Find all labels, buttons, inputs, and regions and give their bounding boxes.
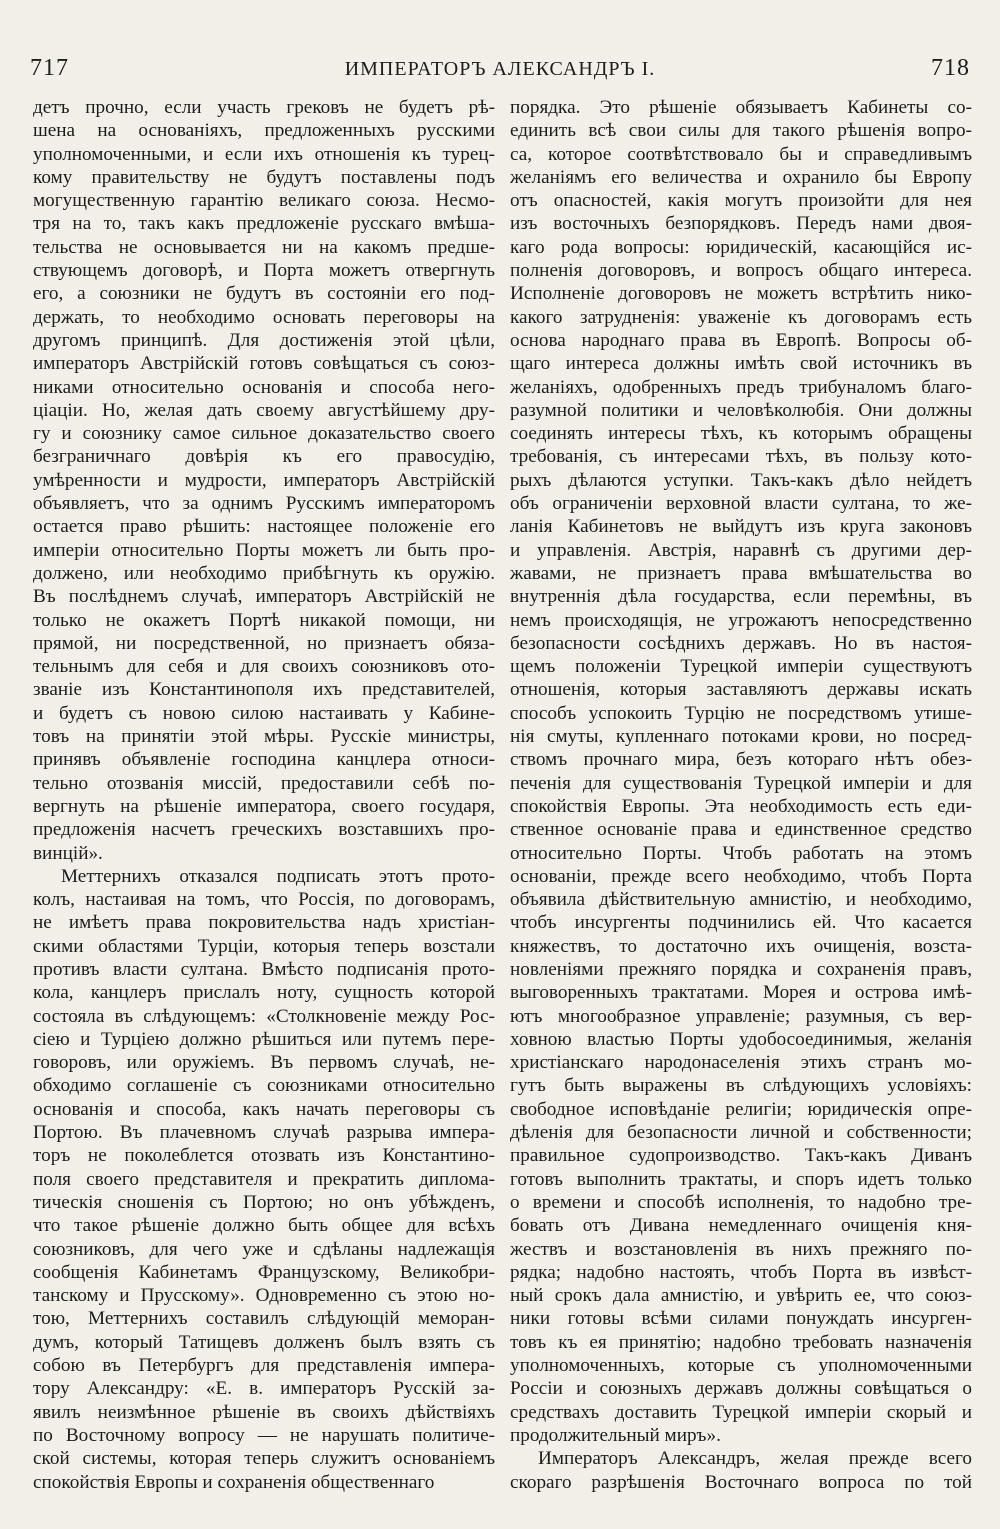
text-line: собою въ Петербургъ для представленія импера- bbox=[33, 1355, 495, 1377]
text-line: его, а союзники не будутъ въ состояніи его под- bbox=[33, 283, 495, 305]
text-line: ланія Кабинетовъ не выйдутъ изъ круга законовъ bbox=[510, 516, 972, 538]
text-line: сообщенія Кабинетамъ Французскому, Великобри- bbox=[33, 1261, 495, 1283]
text-line: Портою. Въ плачевномъ случаѣ разрыва импера- bbox=[33, 1122, 495, 1144]
text-line: уполномоченныхъ, которые съ уполномоченными bbox=[510, 1355, 972, 1377]
text-line: гутъ быть выражены въ слѣдующихъ условіяхъ: bbox=[510, 1075, 972, 1097]
page-number-left: 717 bbox=[30, 55, 69, 81]
text-line: и управленія. Австрія, наравнѣ съ другими дер- bbox=[510, 539, 972, 561]
text-line: по Восточному вопросу — не нарушать политиче- bbox=[33, 1424, 495, 1446]
text-line: щемъ положеніи Турецкой имперіи существуютъ bbox=[510, 656, 972, 678]
text-line: внутреннія дѣла государства, если перемѣны, въ bbox=[510, 586, 972, 608]
text-line: немъ происходящія, не угрожаютъ непосредственно bbox=[510, 609, 972, 631]
text-line: изъ восточныхъ безпорядковъ. Передъ нами двоя- bbox=[510, 213, 972, 235]
text-line: чтобъ инсургенты подчинились ей. Что касается bbox=[510, 912, 972, 934]
text-line: явилъ неизмѣнное рѣшеніе въ своихъ дѣйствіяхъ bbox=[33, 1401, 495, 1423]
text-line: танскому и Прусскому». Одновременно съ этою но- bbox=[33, 1285, 495, 1307]
text-line: каго рода вопросы: юридическій, касающійся ис- bbox=[510, 236, 972, 258]
text-line: вергнуть на рѣшеніе императора, своего государя, bbox=[33, 795, 495, 817]
text-line: могущественную гарантію великаго союза. Несмо- bbox=[33, 190, 495, 212]
text-line: прямой, ни посредственной, но признаетъ обяза- bbox=[33, 632, 495, 654]
text-line: спокойствія Европы. Эта необходимость есть еди- bbox=[510, 795, 972, 817]
text-line: жествъ и возстановленія въ нихъ прежняго по- bbox=[510, 1238, 972, 1260]
text-line: выговоренныхъ трактатами. Морея и острова имѣ- bbox=[510, 982, 972, 1004]
text-line: ники готовы всѣми силами понуждать инсурген- bbox=[510, 1308, 972, 1330]
text-line: желаніямъ его величества и охранило бы Европу bbox=[510, 166, 972, 188]
text-line: основаніи, прежде всего необходимо, чтобъ Порта bbox=[510, 865, 972, 887]
text-line: принявъ объявленіе господина канцлера относи- bbox=[33, 749, 495, 771]
text-line: какого затрудненія: уваженіе къ договорамъ есть bbox=[510, 306, 972, 328]
text-line: скими областями Турціи, которыя теперь возстали bbox=[33, 935, 495, 957]
text-line: имперіи относительно Порты можетъ ли быть про- bbox=[33, 539, 495, 561]
text-line: противъ власти султана. Вмѣсто подписанія прото- bbox=[33, 958, 495, 980]
text-line: Исполненіе договоровъ не можетъ встрѣтить нико- bbox=[510, 283, 972, 305]
text-line: Императоръ Александръ, желая прежде всего bbox=[538, 1448, 972, 1470]
text-line: ный срокъ дала амнистію, и увѣрить ее, что союз- bbox=[510, 1285, 972, 1307]
text-line: свободное исповѣданіе религіи; юридическія опре- bbox=[510, 1098, 972, 1120]
text-line: должено, или необходимо прибѣгнуть къ оружію. bbox=[33, 562, 495, 584]
text-line: княжествъ, то достаточно ихъ очищенія, возста- bbox=[510, 935, 972, 957]
text-line: и будетъ съ новою силою настаивать у Кабине- bbox=[33, 702, 495, 724]
text-line: порядка. Это рѣшеніе обязываетъ Кабинеты со- bbox=[510, 97, 972, 118]
text-line: обходимо соглашеніе съ союзниками относительно bbox=[33, 1075, 495, 1097]
text-line: тря на то, такъ какъ предложеніе русскаго вмѣша- bbox=[33, 213, 495, 235]
text-line: основанія и способа, какъ начать переговоры съ bbox=[33, 1098, 495, 1120]
text-line: единить всѣ свои силы для такого рѣшенія вопро- bbox=[510, 120, 972, 142]
text-line: объявляетъ, что за однимъ Русскимъ императоромъ bbox=[33, 493, 495, 515]
running-title: ИМПЕРАТОРЪ АЛЕКСАНДРЪ I. bbox=[344, 58, 656, 80]
text-line: полненія договоровъ, и вопросъ общаго интереса. bbox=[510, 260, 972, 282]
text-line: готовъ выполнить трактаты, и споръ идетъ только bbox=[510, 1168, 972, 1190]
text-line: что такое рѣшеніе должно быть общее для всѣхъ bbox=[33, 1215, 495, 1237]
text-line: тою, Меттернихъ составилъ слѣдующій меморан- bbox=[33, 1308, 495, 1330]
text-line: винцій». bbox=[33, 842, 103, 864]
text-line: кому правительству не будутъ поставлены подъ bbox=[33, 166, 495, 188]
text-column-left bbox=[33, 96, 495, 1494]
text-line: желаніяхъ, одобренныхъ предъ трибуналомъ благо- bbox=[510, 376, 972, 398]
text-line: нія смуты, купленнаго потоками крови, но посред- bbox=[510, 726, 972, 748]
text-line: печенія для существованія Турецкой имперіи и для bbox=[510, 772, 972, 794]
text-line: рядка; надобно настоять, чтобъ Порта въ извѣст- bbox=[510, 1261, 972, 1283]
text-line: бовать отъ Дивана немедленнаго очищенія кня- bbox=[510, 1215, 972, 1237]
text-line: ской системы, которая теперь служитъ основаніемъ bbox=[33, 1448, 495, 1470]
text-line: отношенія, которыя заставляютъ державы искать bbox=[510, 679, 972, 701]
text-line: поля своего представителя и прекратить диплома- bbox=[33, 1168, 495, 1190]
text-line: отъ опасностей, какія могутъ произойти для нея bbox=[510, 190, 972, 212]
running-header bbox=[28, 55, 972, 91]
text-line: гу и союзнику самое сильное доказательство своего bbox=[33, 423, 495, 445]
text-line: способъ успокоить Турцію не посредствомъ утише- bbox=[510, 702, 972, 724]
text-line: держать, то необходимо основать переговоры на bbox=[33, 306, 495, 328]
text-line: основа народнаго права въ Европѣ. Вопросы об- bbox=[510, 329, 972, 351]
text-line: са, которое соотвѣтствовало бы и справедливымъ bbox=[510, 143, 972, 165]
text-line: думъ, который Татищевъ долженъ былъ взять съ bbox=[33, 1331, 495, 1353]
text-line: товъ къ ея принятію; надобно требовать назначенія bbox=[510, 1331, 972, 1353]
text-line: говоровъ, или оружіемъ. Въ первомъ случаѣ, не- bbox=[33, 1052, 495, 1074]
text-line: ютъ многообразное управленіе; разумныя, съ вер- bbox=[510, 1005, 972, 1027]
text-line: рыхъ дѣлаются уступки. Такъ-какъ дѣло нейдетъ bbox=[510, 469, 972, 491]
text-line: кола, канцлеръ прислалъ ноту, сущность которой bbox=[33, 982, 495, 1004]
text-line: уполномоченными, и если ихъ отношенія къ турец- bbox=[33, 143, 495, 165]
text-line: ціаціи. Но, желая дать своему августѣйшему дру- bbox=[33, 399, 495, 421]
text-line: Россіи и союзныхъ державъ должны совѣщаться о bbox=[510, 1378, 972, 1400]
text-line: ховною властью Порты удобосоединимыя, желанія bbox=[510, 1028, 972, 1050]
text-line: никами относительно основанія и способа него- bbox=[33, 376, 495, 398]
text-line: щаго интереса должны имѣть свой источникъ въ bbox=[510, 353, 972, 375]
text-line: ственное основаніе права и единственное средство bbox=[510, 819, 972, 841]
text-line: тельства не основывается ни на какомъ предше- bbox=[33, 236, 495, 258]
text-line: Меттернихъ отказался подписать этотъ прото- bbox=[61, 865, 495, 887]
text-line: императоръ Австрійскій готовъ совѣщаться съ союз- bbox=[33, 353, 495, 375]
page-number-right: 718 bbox=[931, 55, 970, 81]
text-line: безопасности сосѣднихъ державъ. Но въ настоя- bbox=[510, 632, 972, 654]
text-line: товъ на принятіи этой мѣры. Русскіе министры, bbox=[33, 726, 495, 748]
text-line: христіанскаго народонаселенія этихъ странъ мо- bbox=[510, 1052, 972, 1074]
text-line: о времени и способѣ исполненія, то надобно тре- bbox=[510, 1191, 972, 1213]
text-line: умѣренности и мудрости, императоръ Австрійскій bbox=[33, 469, 495, 491]
text-line: продолжительный миръ». bbox=[510, 1424, 721, 1446]
text-line: правильное судопроизводство. Такъ-какъ Диванъ bbox=[510, 1145, 972, 1167]
text-line: тору Александру: «Е. в. императоръ Русскій за- bbox=[33, 1378, 495, 1400]
text-line: торъ не поколеблется отозвать изъ Константино- bbox=[33, 1145, 495, 1167]
text-line: остается право рѣшить: настоящее положеніе его bbox=[33, 516, 495, 538]
text-line: тельнымъ для себя и для своихъ союзниковъ ото- bbox=[33, 656, 495, 678]
text-line: званіе изъ Константинополя ихъ представителей, bbox=[33, 679, 495, 701]
text-line: Въ послѣднемъ случаѣ, императоръ Австрійскій не bbox=[33, 586, 495, 608]
text-line: скораго разрѣшенія Восточнаго вопроса по той bbox=[510, 1471, 972, 1493]
text-line: сіею и Турціею должно рѣшиться или путемъ пере- bbox=[33, 1028, 495, 1050]
text-line: предложенія насчетъ греческихъ возставшихъ про- bbox=[33, 819, 495, 841]
text-line: безграничнаго довѣрія къ его правосудію, bbox=[33, 446, 495, 468]
text-line: требованія, съ интересами тѣхъ, въ пользу кото- bbox=[510, 446, 972, 468]
text-line: тельно отозванія миссій, предоставили себѣ по- bbox=[33, 772, 495, 794]
text-line: относительно Порты. Чтобъ работать на этомъ bbox=[510, 842, 972, 864]
text-line: соединять интересы тѣхъ, къ которымъ обращены bbox=[510, 423, 972, 445]
text-line: жавами, не признаетъ права вмѣшательства во bbox=[510, 562, 972, 584]
text-line: дѣленія для безопасности личной и собственности; bbox=[510, 1122, 972, 1144]
text-line: детъ прочно, если участь грековъ не будетъ рѣ- bbox=[33, 97, 495, 118]
text-line: средствахъ доставить Турецкой имперіи скорый и bbox=[510, 1401, 972, 1423]
text-line: спокойствія Европы и сохраненія общественнаго bbox=[33, 1471, 435, 1493]
text-line: разумной политики и человѣколюбія. Они должны bbox=[510, 399, 972, 421]
text-line: не имѣетъ права покровительства надъ христіан- bbox=[33, 912, 495, 934]
text-line: объявила дѣйствительную амнистію, и необходимо, bbox=[510, 889, 972, 911]
text-line: шена на основаніяхъ, предложенныхъ русскими bbox=[33, 120, 495, 142]
text-line: ствомъ прочнаго мира, безъ котораго нѣтъ обез- bbox=[510, 749, 972, 771]
text-line: колъ, настаивая на томъ, что Россія, по договорамъ, bbox=[33, 889, 495, 911]
text-line: тическія сношенія съ Портою; но онъ убѣжденъ, bbox=[33, 1191, 495, 1213]
text-line: новленіями прежняго порядка и сохраненія правъ, bbox=[510, 958, 972, 980]
text-line: союзниковъ, для чего уже и сдѣланы надлежащія bbox=[33, 1238, 495, 1260]
text-line: ствующемъ договорѣ, и Порта можетъ отвергнуть bbox=[33, 260, 495, 282]
text-line: объ ограниченіи верховной власти султана, то же- bbox=[510, 493, 972, 515]
text-line: только не окажетъ Портѣ никакой помощи, ни bbox=[33, 609, 495, 631]
text-line: другомъ принципѣ. Для достиженія этой цѣли, bbox=[33, 329, 495, 351]
text-line: состояла въ слѣдующемъ: «Столкновеніе между Рос- bbox=[33, 1005, 495, 1027]
text-column-right bbox=[510, 96, 972, 1494]
